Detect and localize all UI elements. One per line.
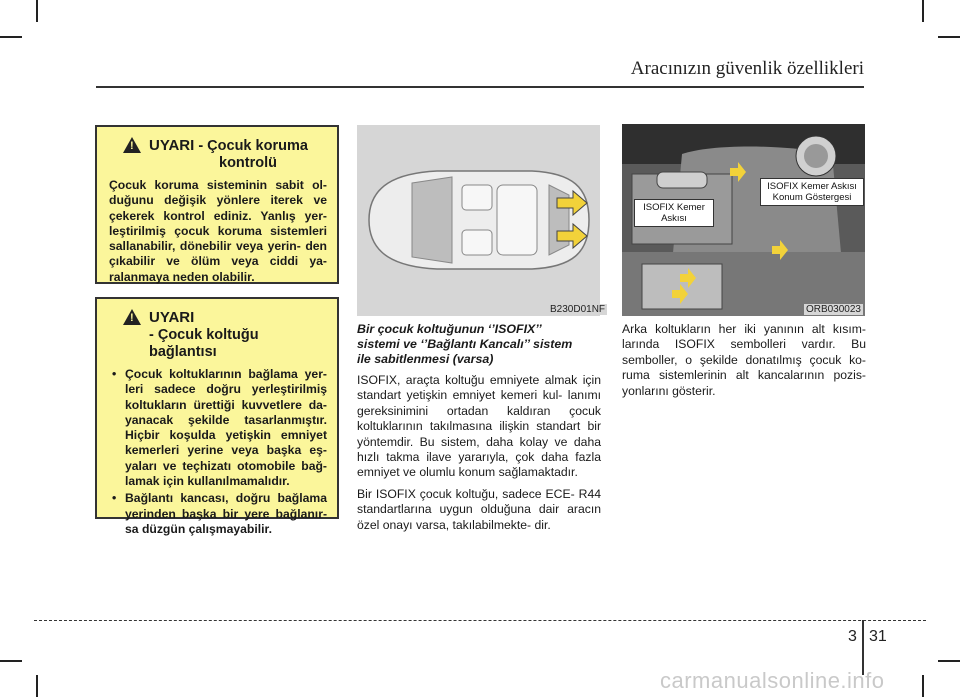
crop-mark: [36, 0, 38, 22]
warning-box-child-seat-anchor: [95, 297, 339, 536]
section-title: Aracınızın güvenlik özellikleri: [630, 58, 864, 79]
watermark: carmanualsonline.info: [660, 668, 885, 693]
crop-mark: [0, 36, 22, 38]
warning-subtitle: - Çocuk koltuğu bağlantısı: [149, 327, 259, 360]
middle-column: [357, 322, 601, 539]
figure-code: ORB030023: [805, 304, 861, 315]
warning-box-child-restraint-check: [95, 125, 339, 284]
warning-title: [109, 137, 327, 172]
warning-bullet-list: [109, 367, 327, 537]
right-column: [622, 322, 866, 405]
warning-icon: [123, 309, 141, 325]
callout-isofix-indicator: ISOFIX Kemer Askısı Konum Göstergesi: [760, 178, 864, 206]
warning-label: UYARI: [149, 137, 195, 154]
warning-subtitle: - Çocuk koruma: [198, 138, 308, 154]
crop-mark: [922, 675, 924, 697]
section-heading: Bir çocuk koltuğunun ‘’ISOFIX’’ sistemi ve ‘’Bağlantı Kancalı’’ sistem ile sabitlenmesi (varsa): [357, 322, 573, 366]
list-item: • Çocuk koltuklarının bağlama yer- leri sadece doğru yerleştirilmiş koltukların ürettiği kuvvetlere da- yanacak şekilde tasarlanmıştır. Hiçbir koşulda yetişkin emniyet kemerleri yerine veya başka eş- yaları ve teçhizatı otomobile bağ- lamak için kullanılmamalıdır.: [109, 367, 327, 489]
warning-text: Çocuk koruma sisteminin sabit ol- duğunu değişik yönlere iterek ve çekerek kontrol ediniz. Yanlış yer- leştirilmiş çocuk koruma sistemleri sallanabilir, dönebilir veya yerin- den çıkabilir ve ölüm veya ciddi ya- ralanmaya neden olabilir.: [109, 178, 327, 284]
paragraph: ISOFIX, araçta koltuğu emniyete almak için standart yetişkin emniyet kemeri kul- lanımı gereksinimini ortadan kaldıran çocuk koltuklarının takılmasına ilişkin standart bir yöntemdir. Bu sistem, daha kolay ve daha hızlı takma ilave yararıyla, çok daha fazla emniyet ve olumlu konum sağlamaktadır.: [357, 373, 601, 480]
crop-mark: [922, 0, 924, 22]
warning-subtitle: kontrolü: [219, 155, 277, 171]
crop-mark: [36, 675, 38, 697]
footer-rule: [34, 620, 926, 621]
car-top-view-illustration: [357, 125, 600, 316]
header-rule: [96, 86, 864, 88]
paragraph: Arka koltukların her iki yanının alt kısım- larında ISOFIX sembolleri vardır. Bu semboller, o şekilde donatılmış çocuk ko- ruma sistemlerinin alt kancalarının pozis- yonlarını gösterir.: [622, 322, 866, 398]
crop-mark: [0, 660, 22, 662]
callout-isofix-anchor: ISOFIX Kemer Askısı: [634, 199, 714, 227]
figure-rear-seat-isofix: [622, 124, 865, 316]
figure-code: B230D01NF: [550, 304, 606, 315]
list-item: • Bağlantı kancası, doğru bağlama yerinden başka bir yere bağlanır- sa düzgün çalışmayabilir.: [109, 491, 327, 537]
paragraph: Bir ISOFIX çocuk koltuğu, sadece ECE- R44 standartlarına uygun olduğuna dair aracın özel onayı varsa, takılabilmekte- dir.: [357, 486, 601, 532]
crop-mark: [938, 36, 960, 38]
crop-mark: [938, 660, 960, 662]
warning-icon: [123, 137, 141, 153]
page-number-divider: [862, 620, 864, 675]
warning-label: UYARI: [149, 309, 195, 326]
figure-car-top-view: [357, 125, 600, 316]
warning-title: [109, 309, 327, 361]
chapter-number: 3: [848, 628, 857, 645]
page-number: 31: [869, 628, 887, 645]
